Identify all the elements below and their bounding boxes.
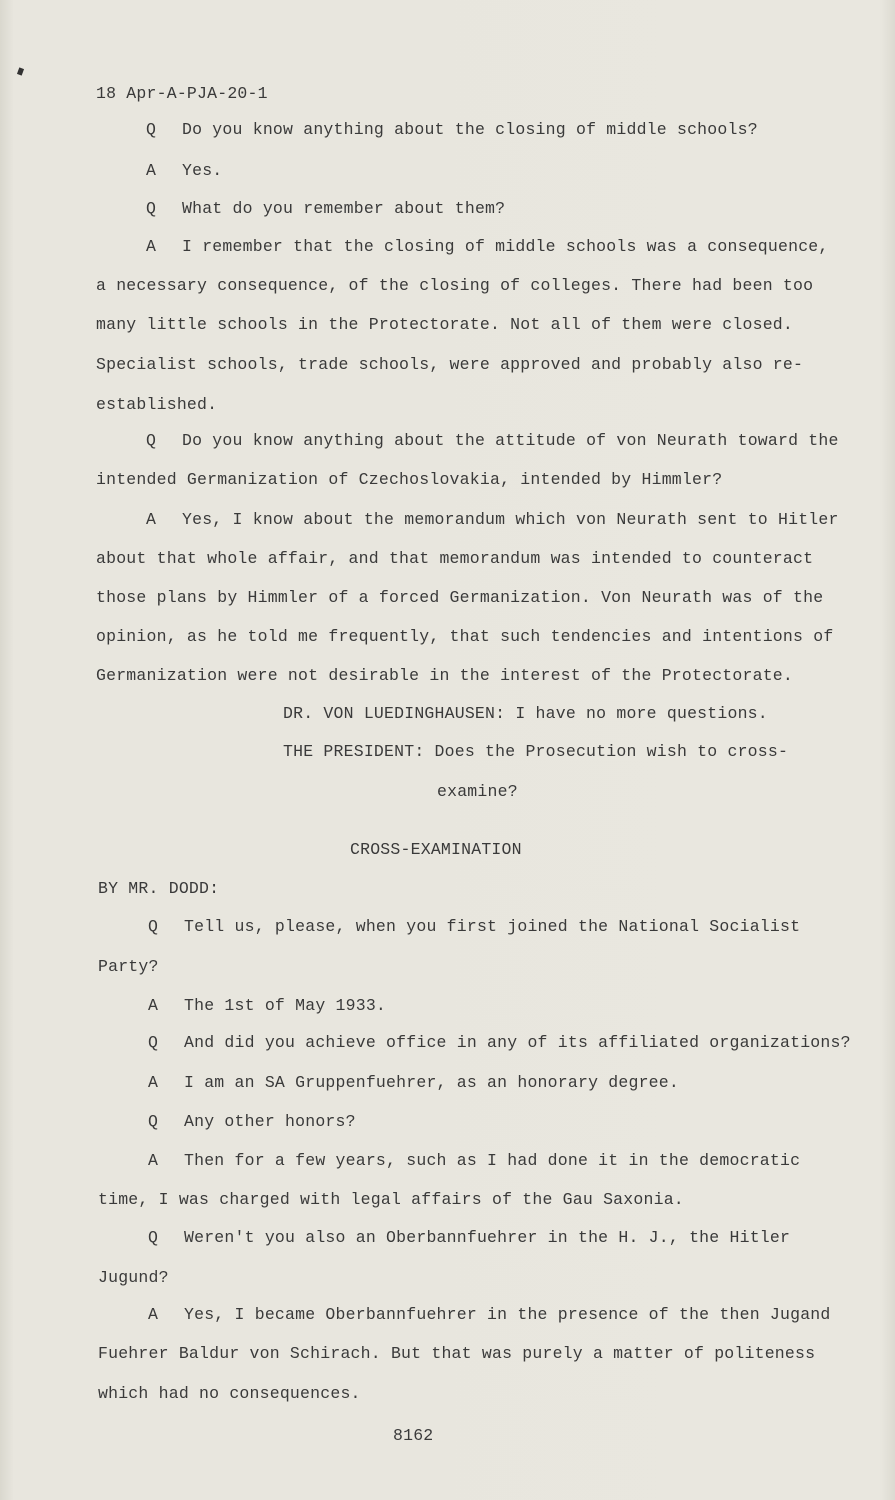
speaker-label: A bbox=[148, 1151, 159, 1170]
transcript-line bbox=[146, 161, 222, 181]
speaker-label: Q bbox=[148, 1228, 159, 1247]
line-text: And did you achieve office in any of its affiliated organizations? bbox=[184, 1033, 851, 1052]
line-text: established. bbox=[96, 395, 218, 414]
line-text: The 1st of May 1933. bbox=[184, 996, 387, 1015]
transcript-line bbox=[98, 1384, 361, 1404]
speaker-label: Q bbox=[148, 1033, 159, 1052]
speaker-label: Q bbox=[148, 917, 159, 936]
transcript-line bbox=[96, 276, 813, 296]
transcript-line bbox=[98, 957, 159, 977]
line-text: time, I was charged with legal affairs of the Gau Saxonia. bbox=[98, 1190, 684, 1209]
speaker-label: Q bbox=[146, 431, 157, 450]
transcript-line bbox=[146, 237, 829, 257]
transcript-line bbox=[96, 627, 833, 647]
transcript-line bbox=[148, 996, 386, 1016]
transcript-line bbox=[148, 917, 800, 937]
line-text: many little schools in the Protectorate. Not all of them were closed. bbox=[96, 315, 794, 334]
speaker-label: A bbox=[148, 996, 159, 1015]
speaker-label: A bbox=[148, 1305, 159, 1324]
line-text: Specialist schools, trade schools, were approved and probably also re- bbox=[96, 355, 804, 374]
section-heading bbox=[350, 840, 522, 860]
line-text: Yes, I know about the memorandum which von Neurath sent to Hitler bbox=[182, 510, 839, 529]
line-text: BY MR. DODD: bbox=[98, 879, 220, 898]
transcript-line bbox=[98, 1268, 169, 1288]
line-text: intended Germanization of Czechoslovakia, intended by Himmler? bbox=[96, 470, 723, 489]
speaker-label: Q bbox=[146, 199, 157, 218]
line-text: Yes. bbox=[182, 161, 223, 180]
line-text: which had no consequences. bbox=[98, 1384, 361, 1403]
page-number: 8162 bbox=[393, 1426, 434, 1445]
speaker-label: A bbox=[146, 237, 157, 256]
line-text: those plans by Himmler of a forced Germanization. Von Neurath was of the bbox=[96, 588, 824, 607]
speaker-label: Q bbox=[146, 120, 157, 139]
speaker-label: A bbox=[148, 1073, 159, 1092]
line-text: Jugund? bbox=[98, 1268, 169, 1287]
speaker-line bbox=[283, 742, 788, 762]
line-text: Party? bbox=[98, 957, 159, 976]
transcript-line bbox=[96, 470, 722, 490]
transcript-line bbox=[148, 1033, 851, 1053]
transcript-line bbox=[98, 1190, 684, 1210]
line-text: CROSS-EXAMINATION bbox=[350, 840, 522, 859]
transcript-line bbox=[148, 1073, 679, 1093]
margin-mark bbox=[17, 67, 24, 75]
line-text: Fuehrer Baldur von Schirach. But that was purely a matter of politeness bbox=[98, 1344, 816, 1363]
line-text: opinion, as he told me frequently, that such tendencies and intentions of bbox=[96, 627, 834, 646]
header-doc-id: 18 Apr-A-PJA-20-1 bbox=[96, 84, 268, 103]
transcript-line bbox=[148, 1228, 790, 1248]
line-text: examine? bbox=[437, 782, 518, 801]
line-text: about that whole affair, and that memorandum was intended to counteract bbox=[96, 549, 814, 568]
line-text: Weren't you also an Oberbannfuehrer in the H. J., the Hitler bbox=[184, 1228, 791, 1247]
speaker-line bbox=[283, 704, 768, 724]
line-text: THE PRESIDENT: Does the Prosecution wish to cross- bbox=[283, 742, 789, 761]
transcript-line bbox=[148, 1151, 800, 1171]
line-text: Yes, I became Oberbannfuehrer in the presence of the then Jugand bbox=[184, 1305, 831, 1324]
transcript-line bbox=[146, 510, 839, 530]
line-text: Do you know anything about the closing of middle schools? bbox=[182, 120, 758, 139]
line-text: I remember that the closing of middle schools was a consequence, bbox=[182, 237, 829, 256]
transcript-line bbox=[148, 1112, 356, 1132]
examiner-line bbox=[98, 879, 219, 899]
transcript-line bbox=[96, 355, 803, 375]
transcript-line bbox=[96, 315, 793, 335]
line-text: Do you know anything about the attitude of von Neurath toward the bbox=[182, 431, 839, 450]
line-text: I am an SA Gruppenfuehrer, as an honorary degree. bbox=[184, 1073, 679, 1092]
transcript-line bbox=[98, 1344, 815, 1364]
transcript-line bbox=[96, 549, 813, 569]
line-text: What do you remember about them? bbox=[182, 199, 506, 218]
speaker-label: A bbox=[146, 161, 157, 180]
speaker-label: Q bbox=[148, 1112, 159, 1131]
transcript-line bbox=[96, 588, 823, 608]
transcript-line bbox=[146, 120, 758, 140]
transcript-line bbox=[437, 782, 518, 802]
transcript-line bbox=[96, 395, 217, 415]
transcript-line bbox=[146, 199, 505, 219]
line-text: Any other honors? bbox=[184, 1112, 356, 1131]
line-text: DR. VON LUEDINGHAUSEN: I have no more questions. bbox=[283, 704, 768, 723]
line-text: Germanization were not desirable in the interest of the Protectorate. bbox=[96, 666, 794, 685]
transcript-line bbox=[146, 431, 839, 451]
speaker-label: A bbox=[146, 510, 157, 529]
transcript-line bbox=[96, 666, 793, 686]
line-text: Then for a few years, such as I had done it in the democratic bbox=[184, 1151, 801, 1170]
line-text: Tell us, please, when you first joined the National Socialist bbox=[184, 917, 801, 936]
line-text: a necessary consequence, of the closing of colleges. There had been too bbox=[96, 276, 814, 295]
transcript-line bbox=[148, 1305, 831, 1325]
